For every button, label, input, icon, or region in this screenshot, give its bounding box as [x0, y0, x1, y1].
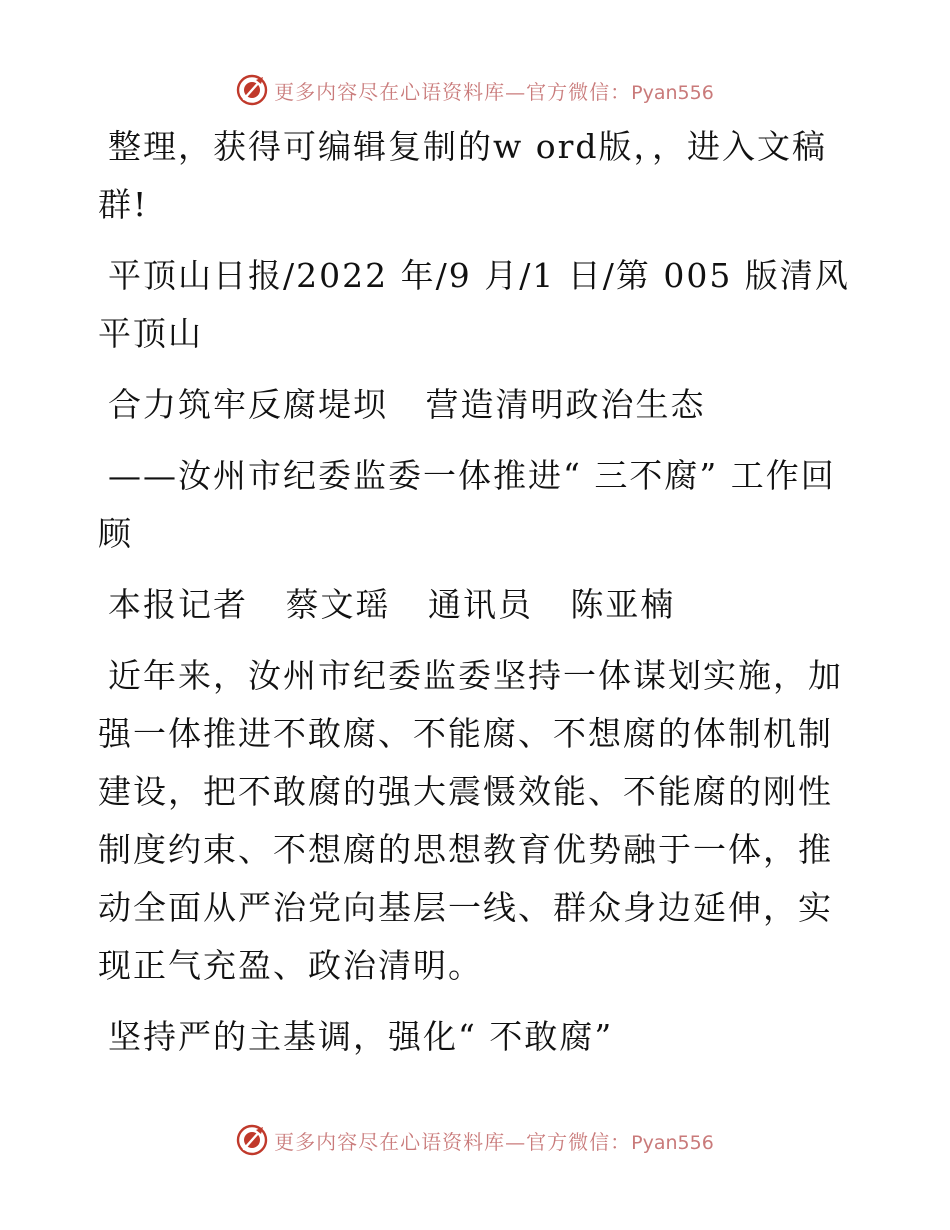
article-title: 合力筑牢反腐堤坝 营造清明政治生态 [108, 385, 706, 424]
watermark-text: 更多内容尽在心语资料库—官方微信：Pyan556 [274, 79, 714, 104]
wechat-handle: Pyan556 [631, 1131, 714, 1154]
intro-note: 整理，获得可编辑复制的w ord版，，进入文稿群! [98, 127, 828, 224]
source-line: 平顶山日报/2022 年/9 月/1 日/第 005 版清风平顶山 [98, 256, 850, 353]
pen-emblem-icon [236, 1124, 268, 1156]
pen-emblem-icon [236, 74, 268, 106]
document-body [98, 118, 850, 1079]
footer-watermark [0, 1120, 950, 1160]
article-subtitle: ——汝州市纪委监委一体推进“ 三不腐” 工作回顾 [98, 456, 836, 553]
section-heading: 坚持严的主基调，强化“ 不敢腐” [108, 1017, 614, 1056]
header-watermark [0, 70, 950, 110]
watermark-text: 更多内容尽在心语资料库—官方微信：Pyan556 [274, 1129, 714, 1154]
wechat-handle: Pyan556 [631, 81, 714, 104]
body-paragraph: 近年来，汝州市纪委监委坚持一体谋划实施，加强一体推进不敢腐、不能腐、不想腐的体制机制建设，把不敢腐的强大震慑效能、不能腐的刚性制度约束、不想腐的思想教育优势融于一体，推动全面从严治党向基层一线、群众身边延伸，实现正气充盈、政治清明。 [98, 656, 843, 985]
byline: 本报记者 蔡文瑶 通讯员 陈亚楠 [108, 585, 676, 624]
